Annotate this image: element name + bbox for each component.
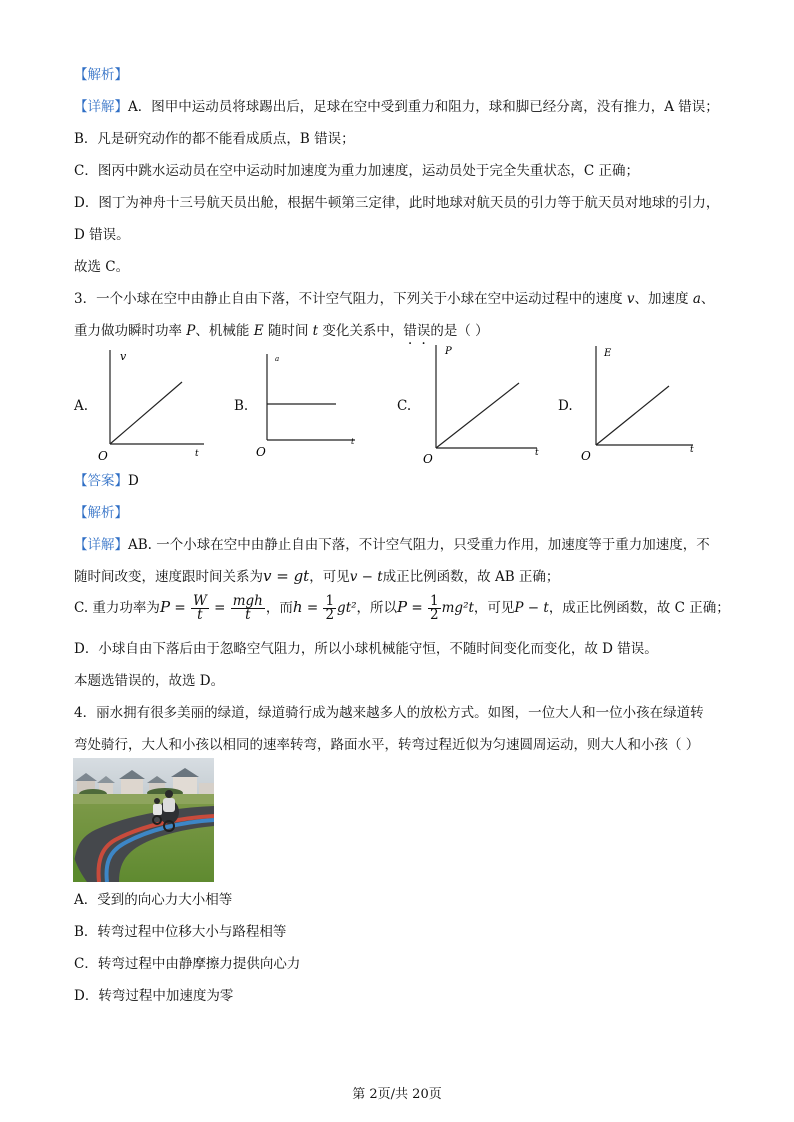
graph-line bbox=[436, 383, 519, 448]
analysis-tag: 【解析】 bbox=[74, 505, 128, 521]
formula-v-gt: v = gt bbox=[263, 567, 310, 585]
q3-detail-ab-2: 随时间改变，速度跟时间关系为v = gt，可见v − t成正比例函数，故 AB 正确； bbox=[74, 567, 560, 585]
option-c-label[interactable]: C. bbox=[397, 398, 412, 414]
fraction-one-half: $\frac{1}{2}$ bbox=[325, 593, 335, 623]
q2-detail-c: C．图丙中跳水运动员在空中运动时加速度为重力加速度，运动员处于完全失重状态，C 正确； bbox=[74, 163, 639, 179]
detail-tag: 【详解】 bbox=[74, 99, 128, 115]
emphasis-char: 误 bbox=[416, 323, 431, 339]
q3-conclusion: 本题选错误的，故选 D。 bbox=[74, 673, 225, 689]
option-d-graph[interactable] bbox=[583, 344, 703, 464]
y-axis-label: P bbox=[445, 346, 452, 357]
q3-detail-ab-1: 【详解】AB. 一个小球在空中由静止自由下落，不计空气阻力，只受重力作用，加速度等于重力加速度，不 bbox=[74, 537, 710, 553]
q4-option-c[interactable]: C．转弯过程中由静摩擦力提供向心力 bbox=[74, 956, 301, 972]
cycling-greenway-photo bbox=[73, 758, 214, 882]
q3-stem-2: 重力做功瞬时功率 P、机械能 E 随时间 t 变化关系中，错误的是（ ） bbox=[74, 323, 489, 339]
fraction-mgh-t: $\frac{\text{mgh}}{t}$ bbox=[232, 593, 263, 623]
q2-detail-b: B．凡是研究动作的都不能看成质点，B 错误； bbox=[74, 131, 355, 147]
q3-answer: 【答案】D bbox=[74, 473, 139, 489]
q2-detail-d-2: D 错误。 bbox=[74, 227, 130, 243]
origin-label: O bbox=[581, 449, 591, 463]
y-axis-label: a bbox=[275, 355, 280, 363]
option-d-label[interactable]: D. bbox=[558, 398, 573, 414]
formula-v-t: v − t bbox=[349, 569, 383, 585]
q3-stem-1: 3．一个小球在空中由静止自由下落，不计空气阻力，下列关于小球在空中运动过程中的速度 v、加速度 a、 bbox=[74, 291, 715, 307]
q4-option-d[interactable]: D．转弯过程中加速度为零 bbox=[74, 988, 234, 1004]
x-axis-label: t bbox=[351, 437, 355, 446]
q4-option-b[interactable]: B．转弯过程中位移大小与路程相等 bbox=[74, 924, 287, 940]
answer-tag: 【答案】 bbox=[74, 473, 128, 489]
fraction-w-t: $\frac{W}{t}$ bbox=[192, 593, 207, 623]
option-c-graph[interactable] bbox=[425, 343, 545, 465]
origin-label: O bbox=[423, 452, 433, 466]
page-footer: 第 2页/共 20页 bbox=[352, 1087, 442, 1102]
y-axis-label: v bbox=[120, 350, 127, 363]
graph-line bbox=[596, 386, 669, 445]
option-a-label[interactable]: A. bbox=[74, 398, 89, 414]
analysis-tag: 【解析】 bbox=[74, 67, 128, 83]
origin-label: O bbox=[256, 445, 266, 459]
q4-stem-1: 4．丽水拥有很多美丽的绿道，绿道骑行成为越来越多人的放松方式。如图，一位大人和一位小孩在绿道转 bbox=[74, 705, 704, 721]
emphasis-char: 错 bbox=[403, 323, 417, 339]
q4-stem-2: 弯处骑行，大人和小孩以相同的速率转弯，路面水平，转弯过程近似为匀速圆周运动，则大人和小孩（ ） bbox=[74, 737, 700, 753]
q2-detail-d-1: D．图丁为神舟十三号航天员出舱，根据牛顿第三定律，此时地球对航天员的引力等于航天员对地球的引力， bbox=[74, 195, 720, 211]
q2-conclusion: 故选 C。 bbox=[74, 259, 130, 275]
q4-option-a[interactable]: A．受到的向心力大小相等 bbox=[74, 892, 233, 908]
option-b-label[interactable]: B. bbox=[234, 398, 249, 414]
q2-detail-a: 【详解】A．图甲中运动员将球踢出后，足球在空中受到重力和阻力，球和脚已经分离，没有推力，A 错误； bbox=[74, 99, 719, 115]
option-a-graph[interactable] bbox=[98, 348, 210, 463]
y-axis-label: E bbox=[604, 348, 612, 359]
origin-label: O bbox=[98, 449, 108, 463]
fraction-one-half: $\frac{1}{2}$ bbox=[430, 593, 439, 623]
option-b-graph[interactable] bbox=[256, 352, 368, 459]
x-axis-label: t bbox=[195, 449, 199, 459]
x-axis-label: t bbox=[690, 445, 694, 455]
x-axis-label: t bbox=[535, 448, 539, 458]
q3-detail-c: C. 重力功率为P = $\frac{W}{t}$ = $\frac{\text{mgh}}{t}$ ，而h = $\frac{1}{2}$ gt²，所以P = $\frac{1}{2}$ mg²t，可见P − t，成正比例函数，故 C 正确； bbox=[74, 593, 730, 623]
q3-detail-d: D．小球自由下落后由于忽略空气阻力，所以小球机械能守恒，不随时间变化而变化，故 D 错误。 bbox=[74, 641, 658, 657]
graph-line bbox=[110, 382, 182, 444]
detail-tag: 【详解】 bbox=[74, 537, 128, 553]
